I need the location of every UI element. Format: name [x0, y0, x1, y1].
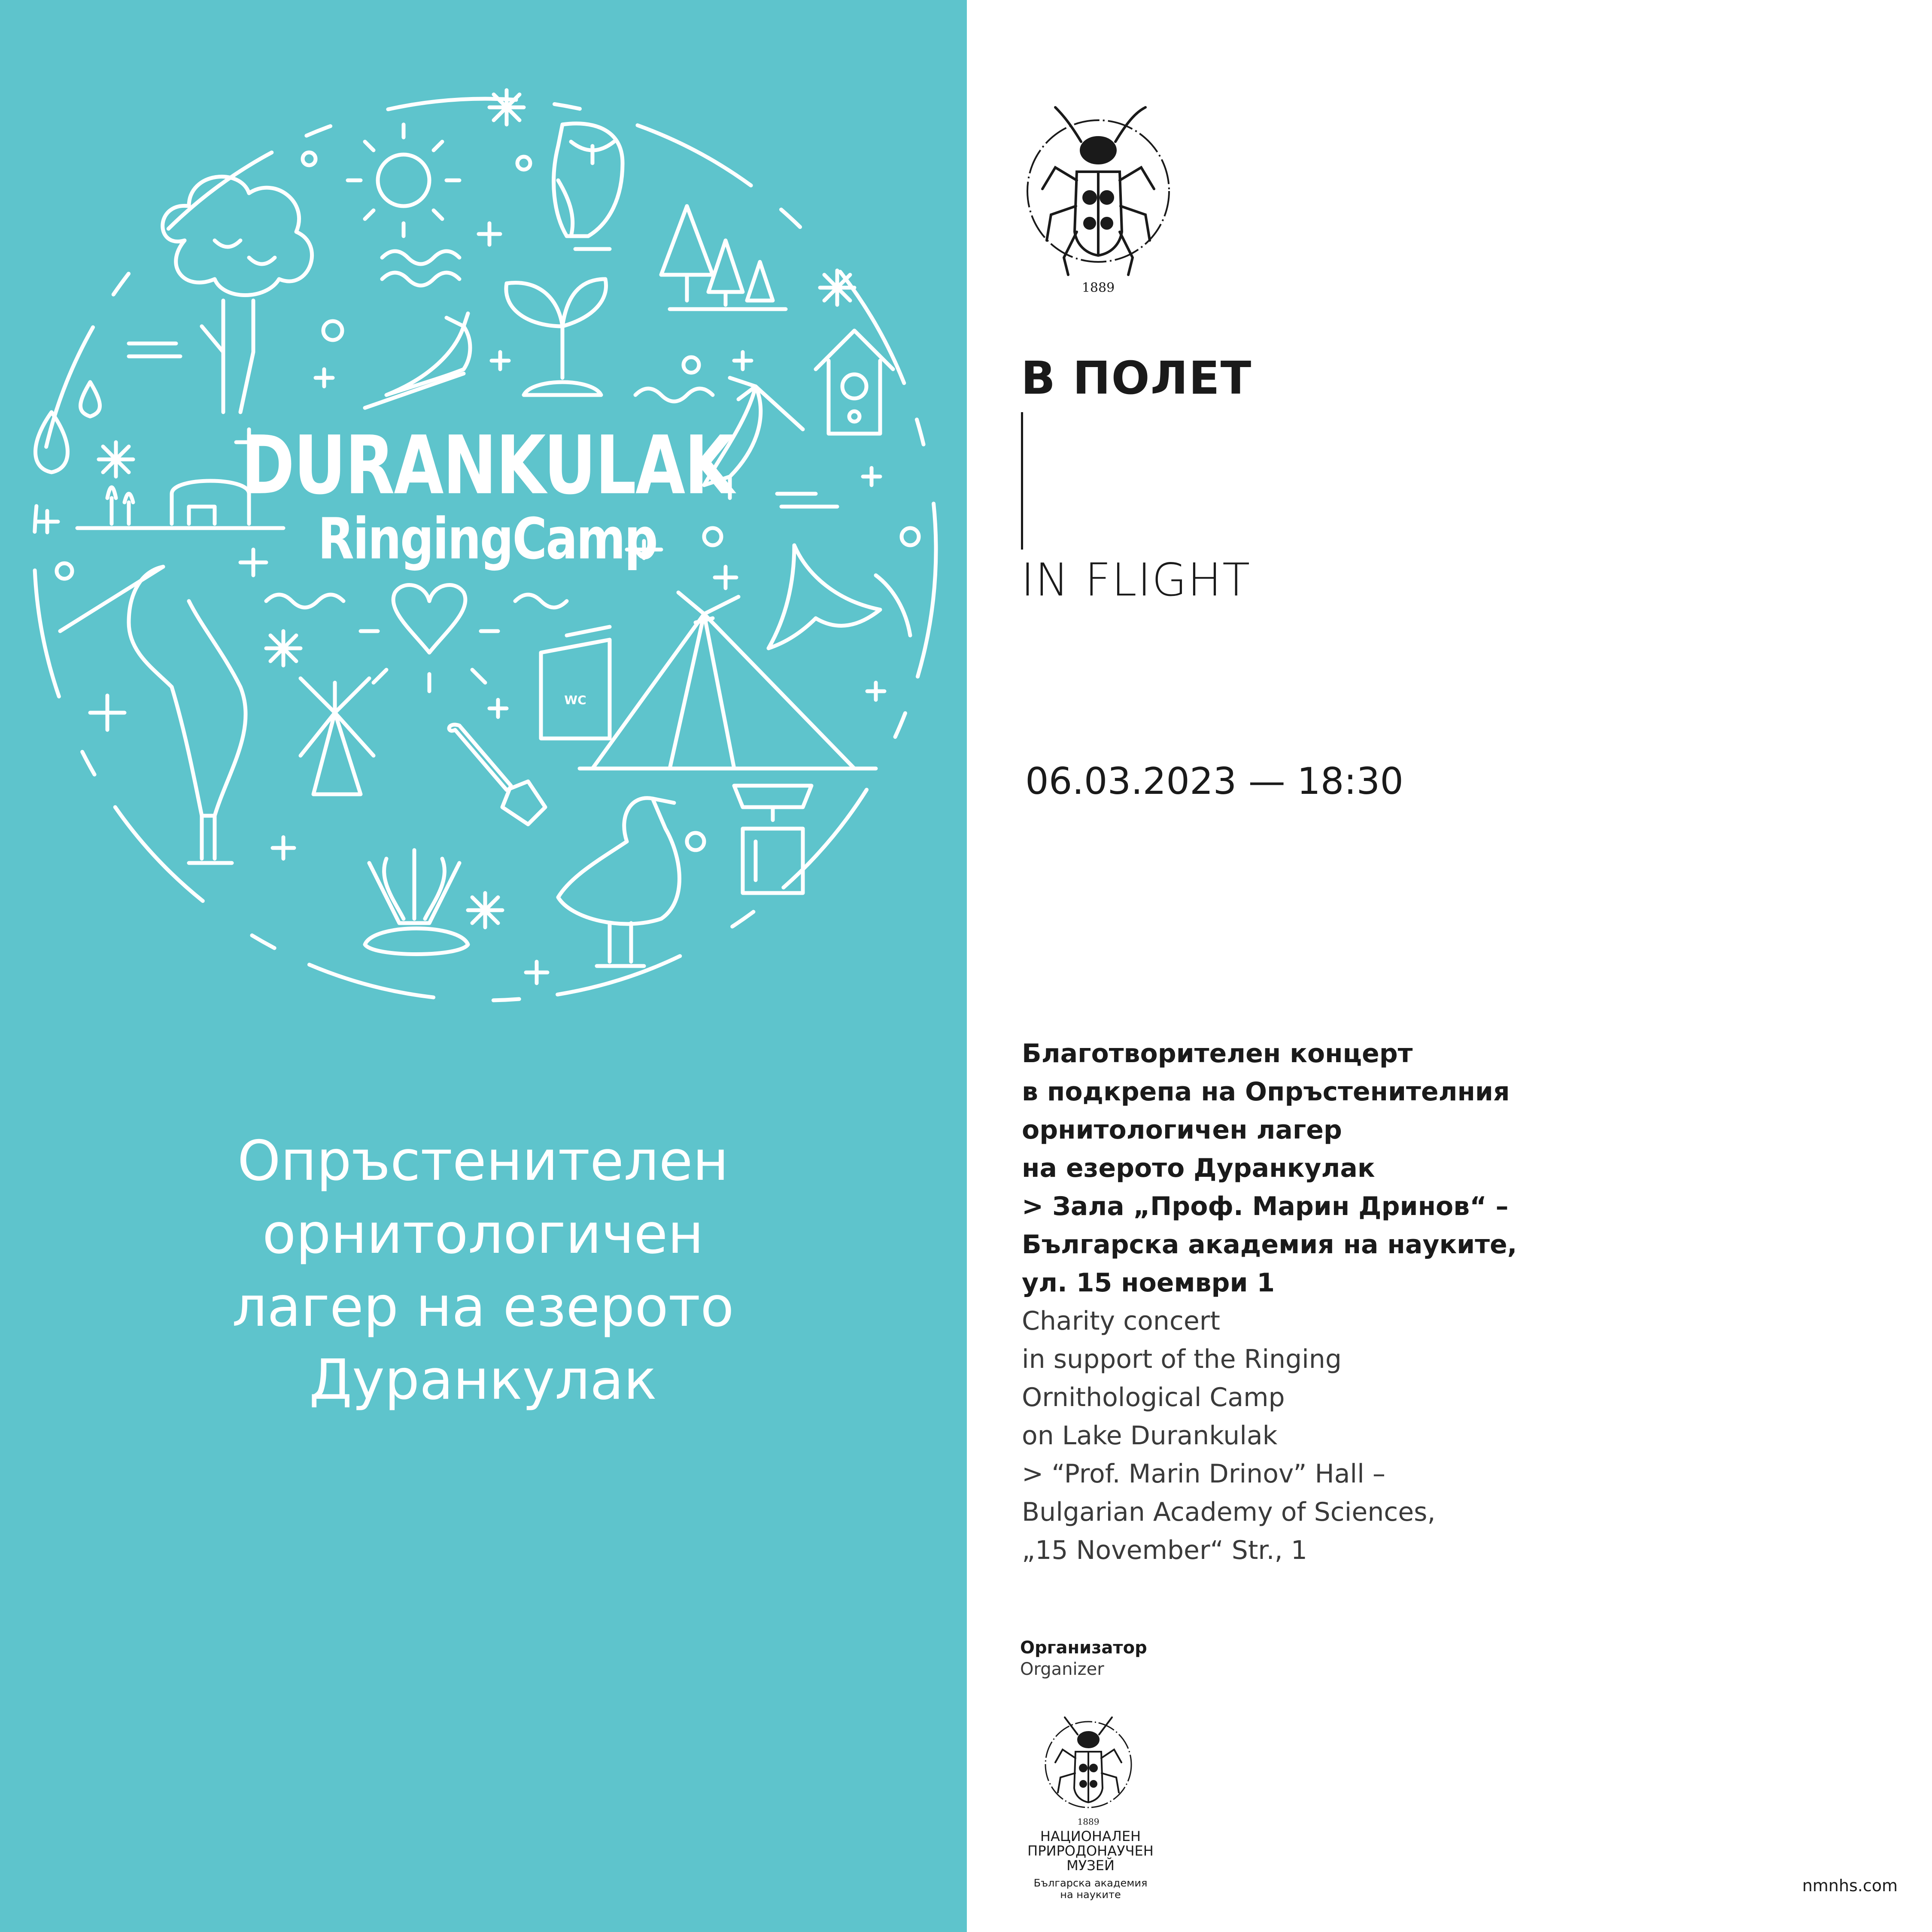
organizer-name-line: НАЦИОНАЛЕН	[1040, 1828, 1141, 1844]
organizer-name-line: МУЗЕЙ	[1066, 1857, 1115, 1874]
event-datetime: 06.03.2023 — 18:30	[1025, 760, 1403, 803]
reeds-icon	[365, 850, 468, 954]
event-description	[1022, 1035, 1517, 1570]
website-link[interactable]: nmnhs.com	[1802, 1876, 1898, 1895]
description-line-bg: > Зала „Проф. Марин Дринов“ –	[1022, 1191, 1509, 1221]
description-line-bg: ул. 15 ноември 1	[1022, 1268, 1275, 1298]
heron-icon	[60, 567, 246, 863]
camp-title-line: Дуранкулак	[309, 1348, 657, 1412]
heart-rays	[361, 631, 498, 691]
waves-icon	[635, 389, 713, 401]
description-line-en: Ornithological Camp	[1022, 1382, 1285, 1413]
shovel-icon	[449, 725, 545, 824]
tent-icon	[580, 592, 876, 769]
museum-beetle-emblem	[1017, 86, 1180, 301]
waves-icon	[382, 251, 459, 286]
organizer-label-en: Organizer	[1020, 1659, 1104, 1679]
waves-icon	[266, 595, 343, 608]
sun-icon	[348, 125, 459, 236]
description-line-en: Charity concert	[1022, 1306, 1220, 1336]
owl-icon	[554, 124, 623, 249]
wc-toilet-icon	[541, 627, 610, 738]
windmill-icon	[301, 678, 374, 794]
event-title-bg: В ПОЛЕТ	[1021, 352, 1252, 404]
drops-icon	[81, 382, 100, 416]
description-line-bg: Българска академия на науките,	[1022, 1230, 1517, 1260]
organizer-name	[1013, 1829, 1168, 1873]
bird-on-branch-icon	[365, 313, 470, 408]
organizer-subtitle	[1013, 1877, 1168, 1901]
organizer-sub-line: Българска академия	[1033, 1877, 1148, 1889]
description-line-en: in support of the Ringing	[1022, 1344, 1342, 1374]
sprout-icon	[506, 279, 606, 395]
seagull-icon	[769, 545, 910, 648]
organizer-beetle-logo	[1039, 1700, 1138, 1829]
description-line-bg: на езерото Дуранкулак	[1022, 1153, 1375, 1183]
camp-title-line: орнитологичен	[262, 1202, 704, 1266]
description-line-bg: Благотворителен концерт	[1022, 1039, 1413, 1069]
pine-trees-icon	[661, 206, 786, 309]
camp-title-line: Опръстенителен	[237, 1129, 729, 1193]
organizer-label-bg: Организатор	[1020, 1638, 1147, 1658]
description-line-en: Bulgarian Academy of Sciences,	[1022, 1497, 1436, 1527]
waves-icon	[515, 595, 567, 608]
description-line-en: > “Prof. Marin Drinov” Hall –	[1022, 1459, 1385, 1489]
organizer-sub-line: на науките	[1060, 1889, 1121, 1901]
camp-title	[64, 1125, 902, 1417]
camp-title-line: лагер на езерото	[232, 1275, 734, 1339]
organizer-logo-year: 1889	[1077, 1817, 1100, 1827]
title-divider	[1021, 412, 1023, 550]
description-line-bg: орнитологичен лагер	[1022, 1115, 1342, 1145]
description-line-en: „15 November“ Str., 1	[1022, 1535, 1307, 1565]
logo-subtitle: RingingCamp	[318, 506, 657, 572]
birdhouse-icon	[816, 331, 893, 434]
emblem-year: 1889	[1081, 280, 1115, 295]
heart-icon	[393, 585, 465, 653]
organizer-name-line: ПРИРОДОНАУЧЕН	[1027, 1843, 1154, 1859]
event-title-en: IN FLIGHT	[1021, 554, 1251, 606]
description-line-en: on Lake Durankulak	[1022, 1421, 1278, 1451]
gas-canister-icon	[734, 786, 811, 893]
durankulak-logo	[240, 419, 734, 572]
grouse-icon	[558, 798, 680, 966]
svg-text:WC: WC	[564, 693, 586, 707]
logo-title: DURANKULAK	[241, 419, 734, 513]
description-line-bg: в подкрепа на Опръстенителния	[1022, 1077, 1510, 1107]
